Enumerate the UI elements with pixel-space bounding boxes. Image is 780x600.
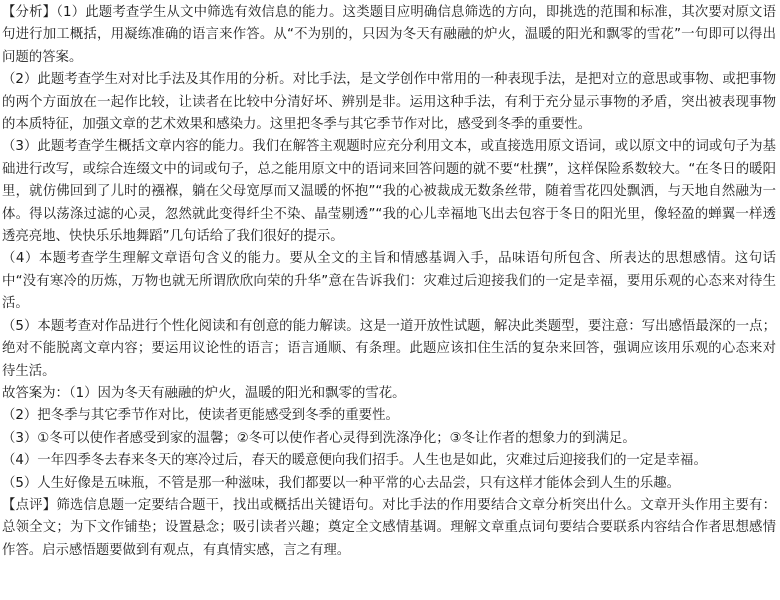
answer-line-5: （5）人生好像是五味瓶，不管是那一种滋味，我们都要以一种平常的心去品尝，只有这样才能体会到人生的乐趣。 [2, 475, 681, 491]
answer-line-1: 故答案为：（1）因为冬天有融融的炉火，温暖的阳光和飘零的雪花。 [2, 385, 406, 401]
analysis-point-3: （3）此题考查学生概括文章内容的能力。我们在解答主观题时应充分利用文本，或直接选用原文语词，或以原文中的词或句子为基础进行改写，或综合连缀文中的词或句子，总之能用原文中的语词来回答问题的就不要“杜撰”，这样保险系数较大。“在冬日的暖阳里，就仿佛回到了儿时的襁褓，躺在父母宽厚而又温暖的怀抱”“我的心被裁成无数条丝带，随着雪花四处飘洒，与天地自然融为一体。得以荡涤过滤的心灵，忽然就此变得纤尘不染、晶莹剔透”“我的心儿幸福地飞出去包容于冬日的阳光里，像轻盈的蝉翼一样透透亮亮地、快快乐乐地舞蹈”几句话给了我们很好的提示。 [2, 139, 776, 245]
answer-line-4: （4）一年四季冬去春来冬天的寒冷过后，春天的暖意便向我们招手。人生也是如此，灾难过后迎接我们的一定是幸福。 [2, 453, 707, 469]
answer-line-3: （3）①冬可以使作者感受到家的温馨；②冬可以使作者心灵得到洗涤净化；③冬让作者的想象力的到满足。 [2, 430, 636, 446]
commentary-paragraph: 【点评】筛选信息题一定要结合题干，找出或概括出关键语句。对比手法的作用要结合文章分析突出什么。文章开头作用主要有：总领全文；为下文作铺垫；设置悬念；吸引读者兴趣；奠定全文感情基调。理解文章重点词句要结合要联系内容结合作者思想感情作答。启示感悟题要做到有观点，有真情实感，言之有理。 [2, 497, 776, 558]
analysis-point-5: （5）本题考查对作品进行个性化阅读和有创意的能力解读。这是一道开放性试题，解决此类题型，要注意：写出感悟最深的一点；绝对不能脱离文章内容；要运用议论性的语言；语言通顺、有条理。此题应该扣住生活的复杂来回答，强调应该用乐观的心态来对待生活。 [2, 318, 776, 379]
analysis-intro-paragraph: 【分析】（1）此题考查学生从文中筛选有效信息的能力。这类题目应明确信息筛选的方向，即挑选的范围和标准，其次要对原文语句进行加工概括，用凝练准确的语言来作答。从“不为别的，只因为冬天有融融的炉火，温暖的阳光和飘零的雪花”一句即可以得出问题的答案。 [2, 5, 776, 65]
analysis-point-2: （2）此题考查学生对对比手法及其作用的分析。对比手法，是文学创作中常用的一种表现手法，是把对立的意思或事物、或把事物的两个方面放在一起作比较，让读者在比较中分清好坏、辨别是非。运用这种手法，有利于充分显示事物的矛盾，突出被表现事物的本质特征，加强文章的艺术效果和感染力。这里把冬季与其它季节作对比，感受到冬季的重要性。 [2, 72, 776, 133]
answer-line-2: （2）把冬季与其它季节作对比，使读者更能感受到冬季的重要性。 [2, 408, 399, 424]
analysis-point-4: （4）本题考查学生理解文章语句含义的能力。要从全文的主旨和情感基调入手，品味语句所包含、所表达的思想感情。这句话中“没有寒冷的历炼，万物也就无所谓欣欣向荣的升华”意在告诉我们：灾难过后迎接我们的一定是幸福，要用乐观的心态来对待生活。 [2, 251, 776, 312]
